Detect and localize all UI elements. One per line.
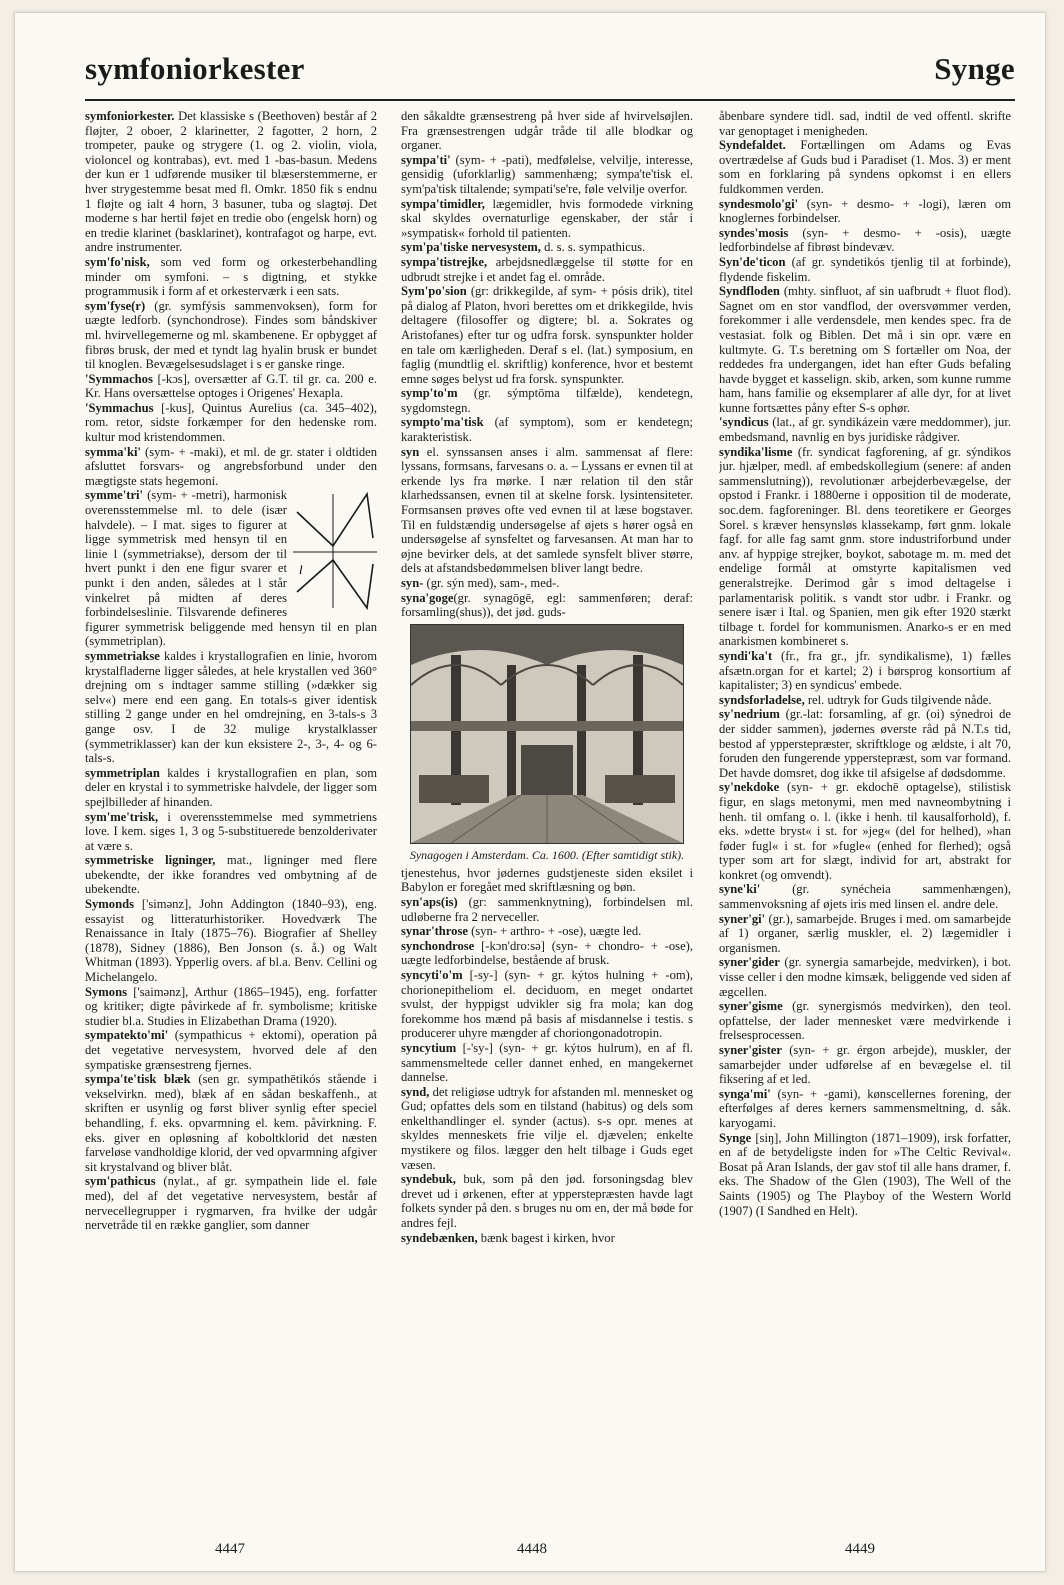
headword: sympto'ma'tisk xyxy=(401,415,484,430)
dictionary-entry xyxy=(85,810,377,854)
definition: d. s. s. sympathicus. xyxy=(540,240,646,255)
dictionary-entry xyxy=(401,284,693,386)
dictionary-entry xyxy=(719,649,1011,693)
definition: [-kɔs], oversætter af G.T. til gr. ca. 200 e. Kr. Hans oversættelse optoges i Origenes' Hexapla. xyxy=(85,371,377,401)
definition: tjenestehus, hvor jødernes gudstjeneste siden eksilet i Babylon er foregået med skriftlæsning og bøn. xyxy=(401,865,693,895)
text-columns xyxy=(85,109,1015,1529)
dictionary-entry xyxy=(401,153,693,197)
definition: (gr. symfýsis sammenvoksen), form for uægte ledforb. (synchondrose). Findes som båndskiver ml. hvirvellegemerne og ml. skambenene. Er opbygget af fibrøs brusk, der med et tyndt lag hyalin brusk er bundet til knoglen. Bevægelsesudslaget i s er ganske ringe. xyxy=(85,298,377,372)
headword: sym'fyse(r) xyxy=(85,298,146,313)
dictionary-entry xyxy=(719,445,1011,649)
headword: syn'aps(is) xyxy=(401,894,458,909)
definition: (gr: sammenknytning), forbindelsen ml. udløberne fra 2 nerveceller. xyxy=(401,894,693,924)
dictionary-entry xyxy=(719,912,1011,956)
dictionary-entry xyxy=(719,1131,1011,1219)
headword: syner'gi' xyxy=(719,911,766,926)
dictionary-entry xyxy=(719,415,1011,444)
dictionary-entry xyxy=(719,882,1011,911)
headword: sympa'te'tisk blæk xyxy=(85,1072,191,1087)
definition: (nylat., af gr. sympathein lide el. føle med), del af det vegetative nervesystem, består af nervecellegrupper i rygmarven, fra hvilke der udgår nervetråde til en række ganglier, som danner xyxy=(85,1174,377,1233)
dictionary-entry xyxy=(719,284,1011,415)
headword: Synge xyxy=(719,1130,752,1145)
headword: syncytium xyxy=(401,1040,457,1055)
definition: (af gr. syndetikós tjenlig til at forbinde), flydende fiskelim. xyxy=(719,254,1011,284)
definition: (sen gr. sympathētikós stående i vekselvirkn. med), blæk af en sådan beskaffenh., at skriften er usynlig og først bliver synlig efter speciel behandling, f. eks. opvarmning el. kem. påvirkning. F. eks. giver en opløsning af koboltklorid det næsten farveløse vandholdige klorid, der ved opvarmning afgiver sit krystalvand og bliver blåt. xyxy=(85,1072,377,1174)
engraving-image xyxy=(410,624,684,844)
dictionary-entry xyxy=(85,766,377,810)
headword: Sym'po'sion xyxy=(401,284,467,299)
headword: synga'mi' xyxy=(719,1086,771,1101)
definition: Fortællingen om Adams og Evas overtrædelse af Guds bud i Paradiset (1. Mos. 3) er ment som en forklaring på syndens opkomst i en ellers fuldkommen verden. xyxy=(719,138,1011,196)
definition: (gr. sýn med), sam-, med-. xyxy=(423,576,560,590)
definition: (gr.-lat: forsamling, af gr. (oi) sýnedroi de der sidder sammen), jødernes øverste råd på N.T.s tid, bestod af ypperstepræster, skriftkloge og ældste, i alt 70, foruden den fungerende ypperstepræst, som var formand. Det havde domsret, dog ikke til afsigelse af dødsdomme. xyxy=(719,707,1011,780)
dictionary-entry xyxy=(401,1041,693,1085)
dictionary-entry xyxy=(401,197,693,241)
dictionary-page xyxy=(14,12,1046,1572)
definition: kaldes i krystallografien en linie, hvorom krystalfladerne ligger således, at hele krystallen ved 360° drejning om s indtager samme stilling (»dækker sig selv«) mere end een gang. En totals-s giver identisk stilling 2 gange under en hel omdrejning, en 3-tals-s 3 gange osv. I de 32 mulige krystalklasser (symmetriklasser) kan der kun eksistere 2-, 3-, 4- og 6-tals-s. xyxy=(85,648,377,766)
dictionary-entry xyxy=(85,488,377,649)
definition: (gr. sýmptōma tilfælde), kendetegn, sygdomstegn. xyxy=(401,386,693,415)
headword: sympatekto'mi' xyxy=(85,1028,169,1043)
definition: [-sy-] (syn- + gr. kýtos hulning + -om), chorionepitheliom el. deciduom, en meget ondartet svulst, der hyppigst udvikler sig fra mola; kan dog forekomme hos mænd på basis af misdannelse i testis. s producerer uhyre mængder af choriongonadotropin. xyxy=(401,967,693,1041)
definition: lægemidler, hvis formodede virkning skal skyldes overnaturlige egenskaber, der står i »sympatisk« forhold til patienten. xyxy=(401,196,693,240)
definition: (syn- + arthro- + -ose), uægte led. xyxy=(467,924,642,939)
headword: symfoniorkester. xyxy=(85,109,175,123)
dictionary-entry xyxy=(401,866,693,895)
dictionary-entry xyxy=(719,707,1011,780)
dictionary-entry xyxy=(719,138,1011,196)
headword: syner'gisme xyxy=(719,999,783,1014)
definition: [-kus], Quintus Aurelius (ca. 345–402), rom. retor, sidste forkæmper for den hedenske rom. kultur mod kristendommen. xyxy=(85,400,377,445)
dictionary-entry xyxy=(719,226,1011,255)
column-1 xyxy=(85,109,377,1529)
page-number-right: 4449 xyxy=(845,1541,875,1557)
headword: sym'pa'tiske nervesystem, xyxy=(401,240,541,255)
definition: (fr. syndicat fagforening, af gr. sýndikos jur. hjælper, medl. af embedskollegium (senere: af anden sammenslutning)), revolutionær arbejderbevægelse, der opstod i Frankr. i 1880erne i opposition til de moderate, soc.dem. fagforeninger. Bl. dens teoretikere er Georges Sorel. s kræver hensynsløs klassekamp, ført gnm. lokale fagf. for alle fag samt gnm. store industriforbund under anv. af hyppige strejker, boykot, sabotage m. m. med det endelige formål at omstyrte kapitalismen ved generalstrejke. Derimod går s imod deltagelse i parlamentarisk politik. s vandt stor udbr. i Frankr. og senere især i Ital. og Spanien, men gik efter 1920 stærkt tilbage t. fordel for kommunismen. Anarko-s er en med anarkismen kombineret s. xyxy=(719,444,1011,649)
dictionary-entry xyxy=(401,1085,693,1173)
headword: Syndefaldet. xyxy=(719,138,786,153)
dictionary-entry xyxy=(85,649,377,766)
definition: (af symptom), som er kendetegn; karakteristisk. xyxy=(401,415,693,445)
dictionary-entry xyxy=(85,985,377,1029)
dictionary-entry xyxy=(719,197,1011,226)
dictionary-entry xyxy=(85,255,377,299)
definition: det religiøse udtryk for afstanden ml. mennesket og Gud; opfattes dels som en tilstand (habitus) og dels som enkelthandlinger el. synder (actus). s-s opr. menes at skyldes menneskets frie vilje el. djævelen; enkelte mystikere og filos. lægger den helt tilbage i Guds eget væsen. xyxy=(401,1084,693,1172)
definition: bænk bagest i kirken, hvor xyxy=(477,1230,615,1245)
dictionary-entry xyxy=(401,240,693,255)
dictionary-entry xyxy=(85,853,377,897)
headword: Syndfloden xyxy=(719,284,780,299)
definition: (mhty. sinfluot, af sin uafbrudt + fluot flod). Sagnet om en stor vandflod, der oversvømmer verden, forekommer i alle verdensdele, men kendes spec. fra de vestasiat. folk og Biblen. Det må i sin opr. være en kultmyte. G. T.s beretning om S fortæller om Noa, der reddedes fra undergangen, idet han efter Guds befaling havde bygget et kasselign. skib, arken, som kunne rumme ham, hans familie og eksemplarer af alle dyr, for at livet kunne fortsættes påny efter S-s ophør. xyxy=(719,284,1011,415)
headword: symmetriakse xyxy=(85,648,160,663)
page-number-left: 4447 xyxy=(215,1541,245,1557)
definition: [siŋ], John Millington (1871–1909), irsk forfatter, en af de betydeligste inden for »The Celtic Revival«. Bosat på Aran Islands, der gav stof til alle hans dramer, f. eks. The Shadow of the Glen (1903), The Well of the Saints (1905) og The Playboy of the Western World (1907) (I Sandhed en Helt). xyxy=(719,1130,1011,1218)
dictionary-entry xyxy=(401,895,693,924)
definition: (syn- + desmo- + -logi), læren om knoglernes forbindelser. xyxy=(719,196,1011,226)
definition: el. synssansen anses i alm. sammensat af flere: lyssans, formsans, farvesans o. a. – Lyssans er evnen til at erkende lys fra mørke. I nær relation til den står klarhedssansen, evnen til at skelne forsk. lysintensiteter. Formsansen prøves ofte ved evnen til at læse bogstaver. Til en fuldstændig undersøgelse af øjets s hører også en undersøgelse af synsfeltet og farvesansen. At man har to øjne bevirker dels, at det samlede synsfelt bliver større, dels at afstandsbedømmelsen bliver langt bedre. xyxy=(401,444,693,576)
definition: Det klassiske s (Beethoven) består af 2 fløjter, 2 oboer, 2 klarinetter, 2 fagotter, 2 horn, 2 trompeter, pauke og strygere (1. og 2. violin, viola, violoncel og kontrabas), evt. med 1 -bas-basun. Medens der kun er 1 udførende musiker til blæserstemmerne, er hver strygestemme besat med fl. Omkr. 1850 fik s endnu 1 fløjte og ialt 4 horn, 3 basuner, tuba og slagtøj. Det moderne s har hertil føjet en tredie obo (engelsk horn) og en tredie klarinet (basklarinet), kontrafagot og harpe, evt. andre instrumenter. xyxy=(85,109,377,255)
definition: (gr. synergismós medvirken), den teol. opfattelse, der lader mennesket være medvirkende i frelsesprocessen. xyxy=(719,999,1011,1043)
dictionary-entry xyxy=(401,445,693,576)
headword: sympa'tistrejke, xyxy=(401,254,488,269)
dictionary-entry xyxy=(85,372,377,401)
definition: som ved form og orkesterbehandling minder om symfoni. – s digtning, et stykke programmusik i form af et orkesterværk i een sats. xyxy=(85,254,377,299)
headword: symme'tri' xyxy=(85,488,144,503)
definition: [-'sy-] (syn- + gr. kýtos hulrum), en af fl. sammensmeltede celler dannet enhed, en mangekernet dannelse. xyxy=(401,1040,693,1085)
definition: (gr.), samarbejde. Bruges i med. om samarbejde af 1) organer, særlig muskler, el. 2) lægemidler i organismen. xyxy=(719,911,1011,955)
dictionary-entry xyxy=(85,109,377,255)
definition: (lat., af gr. syndikázein være meddommer), jur. embedsmand, navnlig en bys juridiske rådgiver. xyxy=(719,415,1011,445)
definition: åbenbare syndere tidl. sad, indtil de ved offentl. skrifte var genoptaget i menigheden. xyxy=(719,109,1011,138)
headword: sy'nedrium xyxy=(719,707,780,722)
headword: synd, xyxy=(401,1084,430,1099)
headword: sy'nekdoke xyxy=(719,780,780,795)
dictionary-entry xyxy=(401,576,693,591)
definition: ['simənz], John Addington (1840–93), eng. essayist og litteraturhistoriker. Hovedværk The Renaissance in Italy (1875–76). Biografier af Shelley (1878), Sidney (1886), Ben Jonson (s. å.) og Walt Whitman (1893). Ypperlig overs. af bl.a. Benv. Cellini og Michelangelo. xyxy=(85,897,377,985)
headword: symmetriske ligninger, xyxy=(85,853,216,868)
dictionary-entry xyxy=(719,109,1011,138)
symmetry-axis-label: l xyxy=(299,562,303,578)
definition: rel. udtryk for Guds tilgivende nåde. xyxy=(804,692,992,707)
dictionary-entry xyxy=(401,255,693,284)
headword: syndesmolo'gi' xyxy=(719,196,799,211)
illustration-caption: Synagogen i Amsterdam. Ca. 1600. (Efter samtidigt stik). xyxy=(409,847,685,862)
definition: (gr. synergia samarbejde, medvirken), i bot. visse celler i den modne kimsæk, beliggende ved siden af ægcellen. xyxy=(719,955,1011,999)
definition: [-kɔn'dro:sə] (syn- + chondro- + -ose), uægte ledforbindelse, bestående af brusk. xyxy=(401,938,693,968)
definition: (syn- + -gami), kønscellernes forening, der efterfølges af deres kerners sammensmeltning, d. såk. karyogami. xyxy=(719,1086,1011,1130)
headword: symp'to'm xyxy=(401,386,458,401)
running-header xyxy=(85,51,1015,101)
dictionary-entry xyxy=(719,999,1011,1043)
dictionary-entry xyxy=(719,780,1011,882)
definition: (gr. synécheia sammenhængen), sammenvoksning af øjets iris med linsen el. andre dele. xyxy=(719,882,1011,912)
headword: symma'ki' xyxy=(85,444,141,459)
headword: syndi'ka't xyxy=(719,648,773,663)
headword: synar'throse xyxy=(401,924,468,939)
dictionary-entry xyxy=(401,415,693,444)
headword: syndsforladelse, xyxy=(719,692,805,707)
dictionary-entry xyxy=(85,897,377,985)
headword: syndika'lisme xyxy=(719,444,793,459)
dictionary-entry xyxy=(719,1043,1011,1087)
dictionary-entry xyxy=(85,1072,377,1174)
dictionary-entry xyxy=(85,1174,377,1232)
definition: (sym- + -metri), harmonisk overensstemmelse ml. to dele (især halvdele). – I mat. siges to figurer at ligge symmetrisk med hensyn til en linie l (symmetriakse), dersom der til hvert punkt i den ene figur svarer et punkt i den anden, således at l står vinkelret på midten af deres forbindelseslinie. Tilsvarende defineres figurer symmetrisk beliggende med hensyn til en plan (symmetriplan). xyxy=(85,488,377,649)
definition: (gr. synagōgē, egl: sammenføren; deraf: forsamling(shus)), det jød. guds- xyxy=(401,590,693,620)
headword: Syn'de'ticon xyxy=(719,254,786,269)
headword: syndebænken, xyxy=(401,1230,478,1245)
definition: arbejdsnedlæggelse til støtte for en udbrudt strejke i et andet fag el. område. xyxy=(401,254,693,284)
dictionary-entry xyxy=(719,1087,1011,1131)
headword: sympa'ti' xyxy=(401,152,451,167)
symmetry-figure xyxy=(293,490,377,612)
headword: sym'me'trisk, xyxy=(85,809,159,824)
definition: (fr., fra gr., jfr. syndikalisme), 1) fælles afsætn.organ for et kartel; 2) i børsprog konsortium af kapitalister; 3) en syndicus' embede. xyxy=(719,648,1011,693)
headword: 'Symmachos xyxy=(85,371,153,386)
headword: syna'goge xyxy=(401,590,454,605)
dictionary-entry xyxy=(401,109,693,153)
headword: syne'ki' xyxy=(719,882,761,897)
page-number-middle: 4448 xyxy=(517,1541,547,1557)
headword: syn xyxy=(401,444,420,459)
dictionary-entry xyxy=(401,939,693,968)
dictionary-entry xyxy=(401,591,693,620)
dictionary-entry xyxy=(401,1172,693,1230)
definition: (syn- + gr. ekdochē optagelse), stilistisk figur, en slags metonymi, men med navneombytning i henh. til omfang o. l. (ikke i henh. til kausalforhold), f. eks. »dette bryst« i st. for »jeg« (del for helhed), »han føder fugl« i st. for »fugle« (enhed for flerhed); også typer som art for slægt, individ for art, abstrakt for konkret (og omvendt). xyxy=(719,780,1011,882)
headword: symmetriplan xyxy=(85,765,160,780)
header-last-word: Synge xyxy=(934,51,1015,86)
dictionary-entry xyxy=(85,401,377,445)
headword: sym'fo'nisk, xyxy=(85,254,150,269)
dictionary-entry xyxy=(85,299,377,372)
dictionary-entry xyxy=(401,1231,693,1246)
headword: syner'gister xyxy=(719,1043,782,1057)
headword: synchondrose xyxy=(401,938,475,953)
definition: ['saimənz], Arthur (1865–1945), eng. forfatter og kritiker; digte påvirkede af fr. symbolisme; kritiske studier bl.a. Studies in Elizabethan Drama (1920). xyxy=(85,984,377,1028)
definition: (sym- + -maki), et ml. de gr. stater i oldtiden afsluttet forsvars- og angrebsforbund under den mægtigste stats hegemoni. xyxy=(85,444,377,488)
definition: mat., ligninger med flere ubekendte, der ikke forandres ved ombytning af de ubekendte. xyxy=(85,853,377,897)
header-first-word: symfoniorkester xyxy=(85,51,305,86)
dictionary-entry xyxy=(401,924,693,939)
headword: 'syndicus xyxy=(719,415,769,430)
dictionary-entry xyxy=(85,1028,377,1072)
page-numbers xyxy=(85,1541,1015,1561)
dictionary-entry xyxy=(401,968,693,1041)
dictionary-entry xyxy=(401,386,693,415)
headword: Symons xyxy=(85,984,127,999)
dictionary-entry xyxy=(719,955,1011,999)
headword: sym'pathicus xyxy=(85,1174,156,1189)
definition: (sympathicus + ektomi), operation på det vegetative nervesystem, hvorved dele af den sympatiske grænsestreng fjernes. xyxy=(85,1028,377,1072)
definition: (gr: drikkegilde, af sym- + pósis drik), titel på dialog af Platon, hvori berettes om et drikkegilde, hvis deltagere (filosoffer og digtere; bl. a. Sokrates og Aristofanes) efter tur og udfra forsk. synspunkter holder en tale om kærligheden. Deraf s el. (lat.) symposium, en faglig (mundtlig el. skriftlig) konference, hvor et bestemt emne søges belyst ud fra forsk. synspunkter. xyxy=(401,284,693,386)
definition: den såkaldte grænsestreng på hver side af hvirvelsøjlen. Fra grænsestrengen udgår tråde til alle blodkar og organer. xyxy=(401,109,693,153)
headword: syndes'mosis xyxy=(719,225,789,240)
headword: syn- xyxy=(401,576,424,590)
definition: kaldes i krystallografien en plan, som deler en krystal i to symmetriske halvdele, der ligger som spejlbilleder af hinanden. xyxy=(85,765,377,809)
column-3 xyxy=(719,109,1011,1529)
definition: (syn- + gr. érgon arbejde), muskler, der samarbejder under udførelse af en bevægelse el. til fiksering af et led. xyxy=(719,1043,1011,1087)
dictionary-entry xyxy=(719,255,1011,284)
headword: Symonds xyxy=(85,897,134,912)
dictionary-entry xyxy=(85,445,377,489)
column-2 xyxy=(401,109,693,1529)
headword: sympa'timidler, xyxy=(401,196,485,211)
headword: syner'gider xyxy=(719,955,780,970)
dictionary-entry xyxy=(719,693,1011,708)
definition: i overensstemmelse med symmetriens love. I kem. siges 1, 3 og 5-substituerede benzolderivater at være s. xyxy=(85,809,377,853)
definition: (syn- + desmo- + -osis), uægte ledforbindelse af fibrøst bindevæv. xyxy=(719,225,1011,255)
headword: syncyti'o'm xyxy=(401,967,463,982)
definition: (sym- + -pati), medfølelse, velvilje, interesse, gensidig (uforklarlig) sammenhæng; sympa'te'tisk el. sym'pa'tisk tiltalende; sympati'se're, føle velvilje overfor. xyxy=(401,152,693,196)
synagogue-illustration xyxy=(401,624,693,862)
definition: buk, som på den jød. forsoningsdag blev drevet ud i ørkenen, efter at ypperstepræsten havde lagt folkets synder på den. s bruges nu om en, der må bøde for andres fejl. xyxy=(401,1172,693,1231)
headword: syndebuk, xyxy=(401,1172,456,1187)
headword: 'Symmachus xyxy=(85,400,154,415)
